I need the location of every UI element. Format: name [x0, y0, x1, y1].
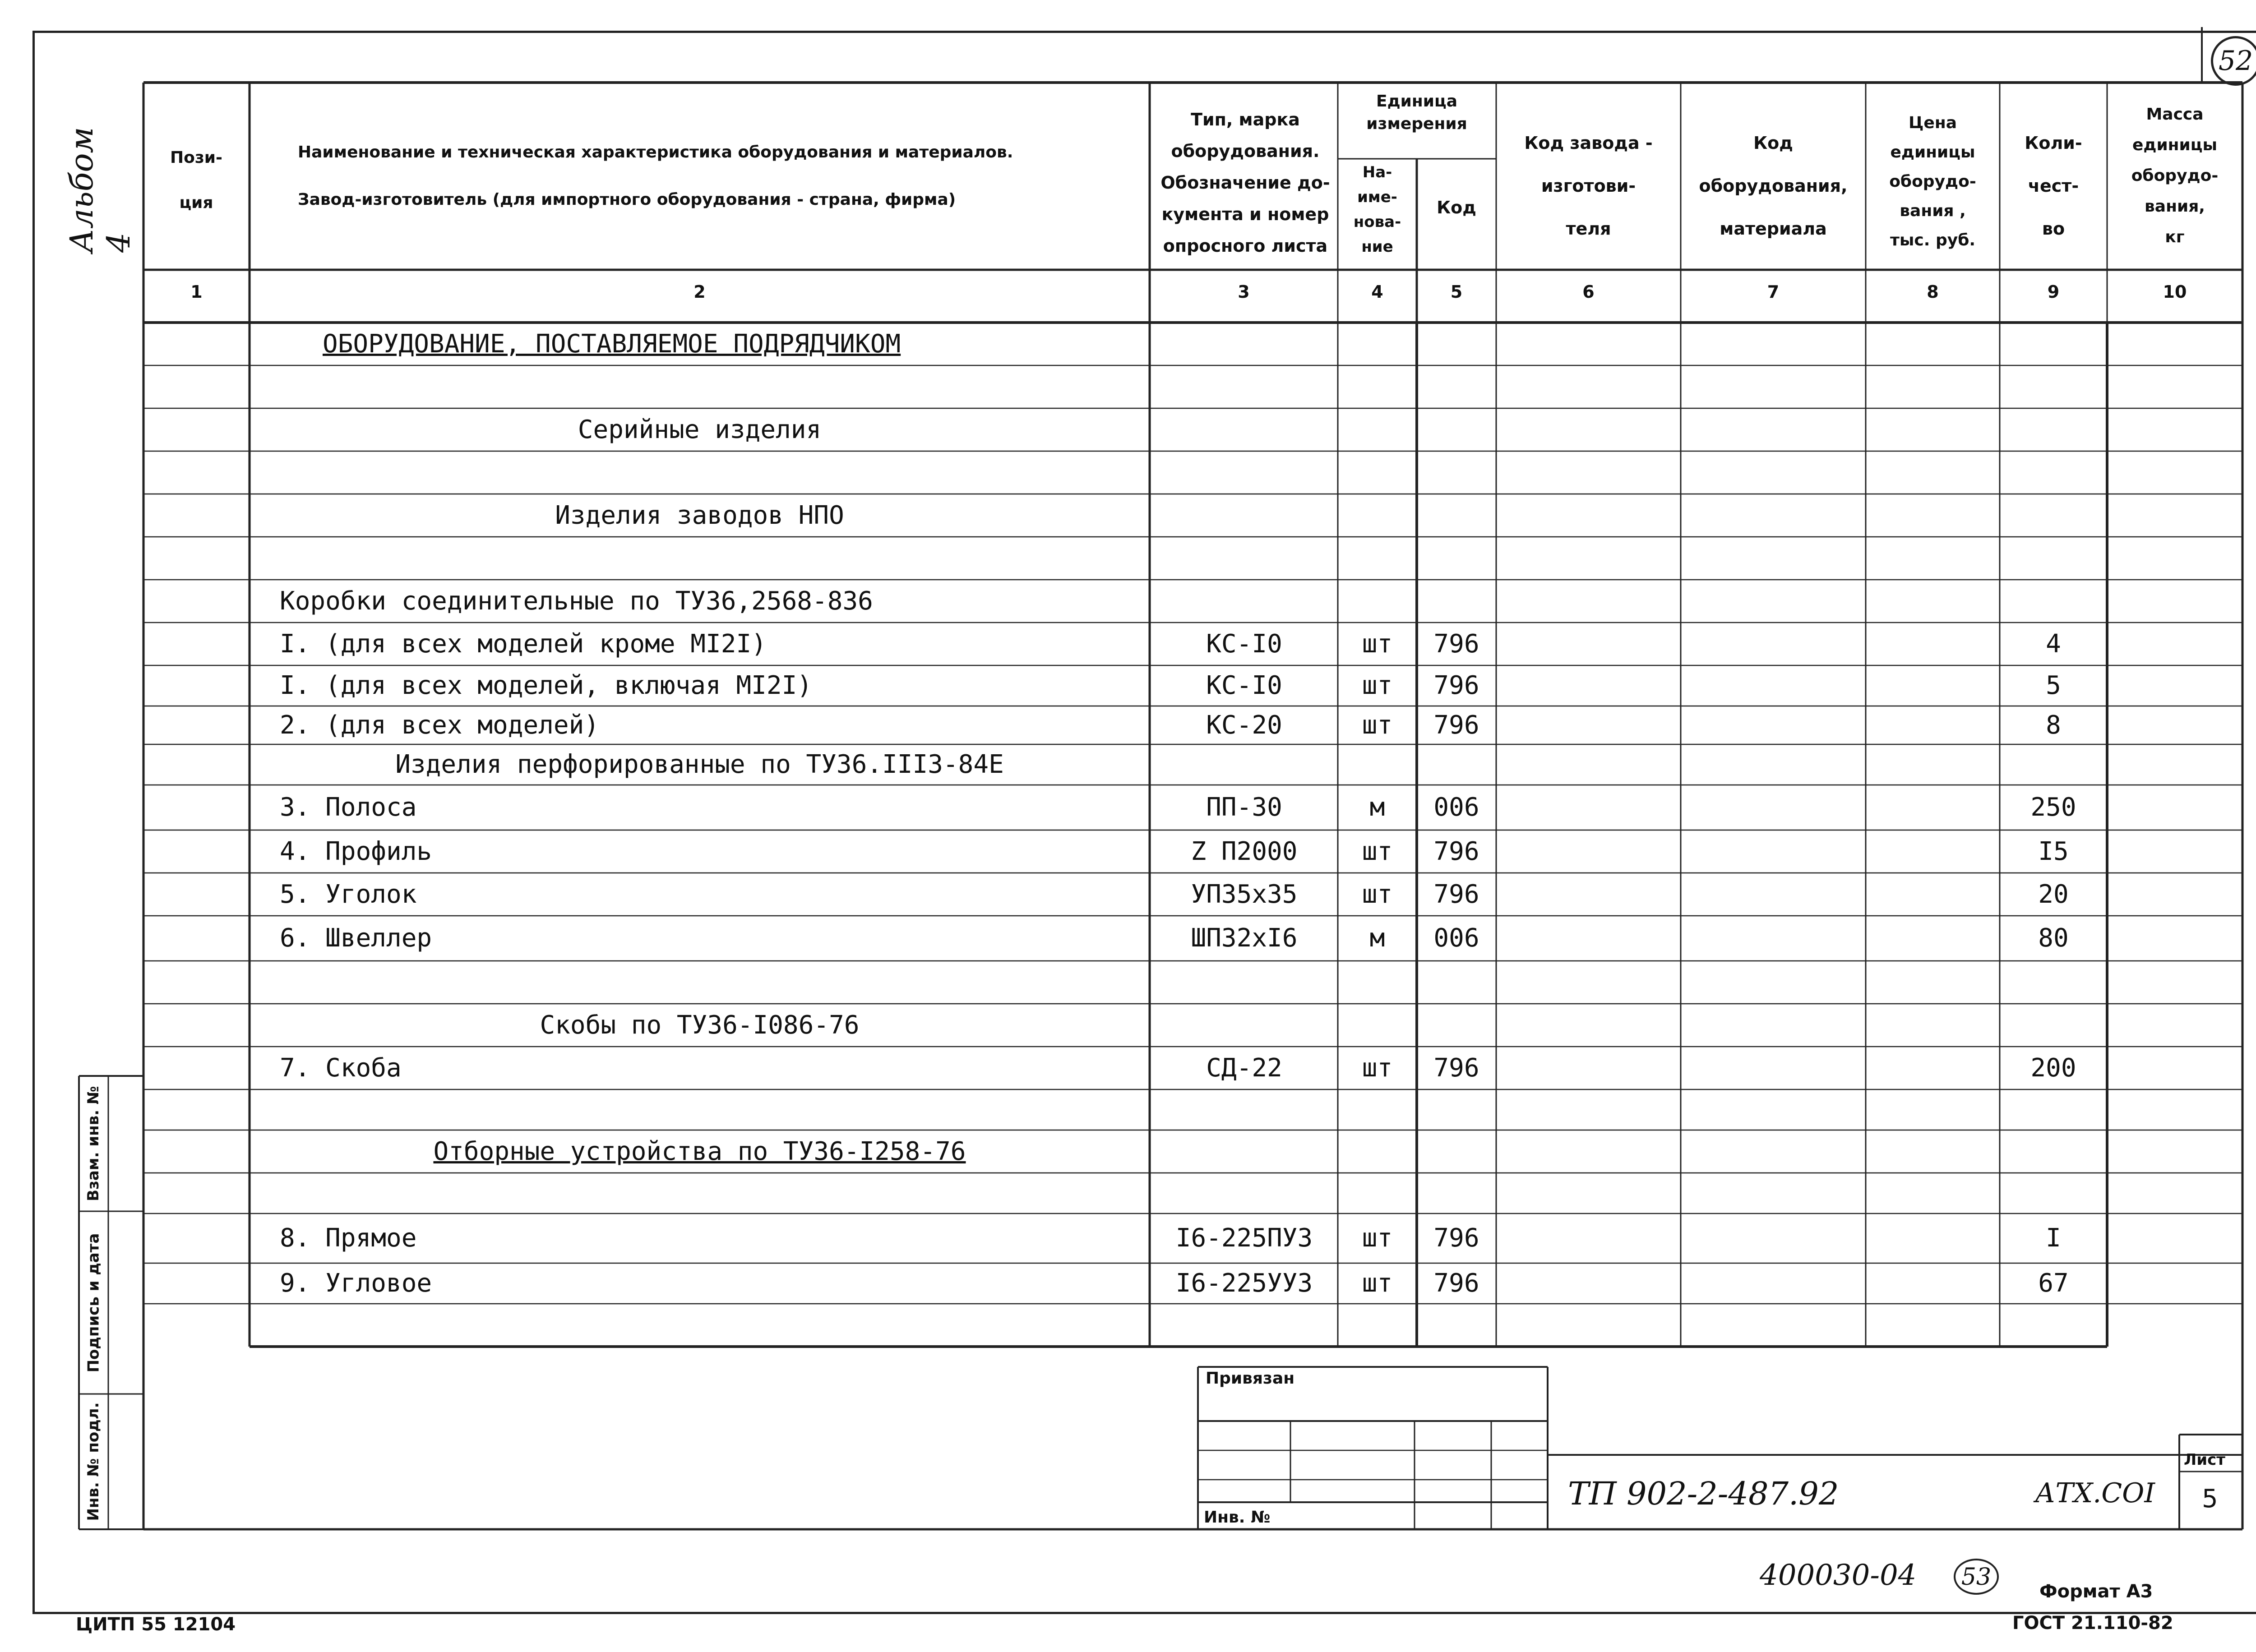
row-type: КС-I0 [1206, 629, 1282, 659]
album-label [63, 108, 137, 253]
privyazan-label: Привязан [1206, 1369, 1295, 1388]
header-price-line: тыс. руб. [1890, 231, 1976, 249]
header-factory-code-line: изготови- [1541, 176, 1636, 196]
doc-code: ТП 902-2-487.92 [1568, 1475, 1839, 1512]
row-name: 6. Швеллер [280, 923, 432, 953]
row-name: 8. Прямое [280, 1223, 417, 1253]
format-label: Формат А3 [2039, 1581, 2153, 1602]
row-name: Отборные устройства по ТУ36-I258-76 [433, 1136, 966, 1166]
header-factory-code-line: теля [1566, 219, 1611, 239]
row-unit: шт [1362, 629, 1393, 659]
inv-no-label: Инв. № [1204, 1508, 1271, 1527]
sheet-value: 5 [2202, 1484, 2218, 1514]
footer-left: ЦИТП 55 12104 [76, 1614, 236, 1635]
row-qty: 4 [2046, 629, 2061, 659]
row-name: 4. Профиль [280, 836, 432, 866]
header-type-line: оборудования. [1171, 141, 1320, 161]
footer-circle-value: 53 [1961, 1564, 1992, 1591]
header-type-line: кумента и номер [1161, 204, 1329, 224]
row-qty: I5 [2038, 836, 2069, 866]
row-type: УП35х35 [1191, 879, 1298, 909]
row-qty: I [2046, 1223, 2061, 1253]
row-name: ОБОРУДОВАНИЕ, ПОСТАВЛЯЕМОЕ ПОДРЯДЧИКОМ [323, 329, 901, 359]
row-name: Скобы по ТУ36-I086-76 [540, 1010, 860, 1040]
row-code: 006 [1433, 793, 1479, 822]
header-mass-line: вания, [2145, 197, 2205, 216]
row-unit: шт [1362, 1053, 1393, 1083]
row-name: 9. Угловое [280, 1269, 432, 1298]
row-unit: шт [1362, 710, 1393, 740]
header-mass-line: оборудо- [2131, 166, 2219, 185]
header-unit-name-line: На- [1362, 163, 1392, 181]
header-name [298, 129, 1146, 223]
row-qty: 8 [2046, 710, 2061, 740]
header-qty [2000, 122, 2107, 250]
row-qty: 80 [2038, 923, 2069, 953]
row-code: 796 [1433, 1223, 1479, 1253]
header-type [1155, 104, 1336, 262]
row-code: 796 [1433, 879, 1479, 909]
header-mass [2107, 99, 2242, 253]
column-number: 1 [190, 282, 203, 302]
sheet-label: Лист [2184, 1451, 2225, 1469]
column-number: 10 [2163, 282, 2187, 302]
column-number: 8 [1927, 282, 1939, 302]
header-price-line: оборудо- [1889, 172, 1976, 191]
row-unit: шт [1362, 671, 1393, 700]
row-name: I. (для всех моделей, включая МI2I) [280, 671, 813, 700]
row-name: I. (для всех моделей кроме МI2I) [280, 629, 767, 659]
column-number: 2 [693, 282, 706, 302]
row-type: СД-22 [1206, 1053, 1282, 1083]
row-name: 7. Скоба [280, 1053, 402, 1083]
header-name-line: Завод-изготовитель (для импортного оборудования - страна, фирма) [298, 190, 956, 209]
row-type: I6-225УУЗ [1175, 1269, 1313, 1298]
row-code: 796 [1433, 629, 1479, 659]
header-position [149, 135, 244, 226]
column-number: 9 [2047, 282, 2060, 302]
row-name: Изделия перфорированные по ТУ36.III3-84Е [395, 750, 1004, 779]
header-unit-name-line: ние [1361, 238, 1393, 256]
header-equipment-code-line: Код [1753, 133, 1793, 153]
header-equipment-code-line: материала [1720, 219, 1827, 239]
header-type-line: Обозначение до- [1160, 173, 1330, 193]
header-price-line: единицы [1890, 143, 1975, 162]
header-qty-line: Коли- [2025, 133, 2082, 153]
header-unit [1338, 90, 1496, 135]
column-number: 5 [1450, 282, 1463, 302]
header-type-line: Тип, марка [1191, 110, 1300, 129]
header-name-line: Наименование и техническая характеристика оборудования и материалов. [298, 143, 1013, 162]
header-position-line: ция [179, 194, 213, 212]
header-equipment-code [1681, 122, 1866, 250]
row-qty: 250 [2030, 793, 2076, 822]
side-stamp-label: Инв. № подл. [84, 1402, 102, 1521]
row-type: КС-I0 [1206, 671, 1282, 700]
row-type: Z П2000 [1191, 836, 1298, 866]
side-stamp-label: Подпись и дата [84, 1233, 102, 1372]
sheet-number-value: 52 [2218, 45, 2253, 77]
row-name: Коробки соединительные по ТУ36,2568-836 [280, 586, 873, 616]
column-number: 6 [1582, 282, 1595, 302]
row-code: 006 [1433, 923, 1479, 953]
row-name: 5. Уголок [280, 879, 417, 909]
row-unit: шт [1362, 836, 1393, 866]
doc-mark: АТХ.СОI [2035, 1477, 2155, 1509]
header-qty-line: во [2042, 219, 2065, 239]
row-unit: шт [1362, 879, 1393, 909]
row-name: 3. Полоса [280, 793, 417, 822]
row-qty: 67 [2038, 1269, 2069, 1298]
album-text: Альбом 4 [63, 127, 137, 253]
column-number: 4 [1371, 282, 1383, 302]
column-number: 3 [1238, 282, 1250, 302]
row-name: Серийные изделия [578, 415, 822, 444]
header-unit-name-line: нова- [1353, 213, 1401, 231]
row-type: КС-20 [1206, 710, 1282, 740]
header-unit-code-line: Код [1437, 198, 1476, 217]
footer-hand-number: 400030-04 [1760, 1559, 1917, 1592]
header-factory-code [1496, 122, 1681, 250]
gost-label: ГОСТ 21.110-82 [2012, 1613, 2173, 1634]
row-type: ПП-30 [1206, 793, 1282, 822]
column-number: 7 [1767, 282, 1780, 302]
header-unit-line: Единица [1376, 92, 1457, 111]
header-price-line: Цена [1909, 114, 1957, 132]
header-equipment-code-line: оборудования, [1699, 176, 1848, 196]
header-unit-name [1338, 160, 1417, 259]
row-code: 796 [1433, 1269, 1479, 1298]
header-qty-line: чест- [2028, 176, 2079, 196]
row-code: 796 [1433, 671, 1479, 700]
sheet-number [2211, 36, 2256, 86]
row-code: 796 [1433, 710, 1479, 740]
footer-circle [1954, 1559, 1999, 1595]
row-qty: 200 [2030, 1053, 2076, 1083]
row-unit: м [1369, 923, 1385, 953]
header-price-line: вания , [1900, 202, 1966, 220]
row-qty: 5 [2046, 671, 2061, 700]
header-type-line: опросного листа [1163, 236, 1328, 256]
row-qty: 20 [2038, 879, 2069, 909]
header-unit-name-line: име- [1357, 188, 1397, 206]
header-factory-code-line: Код завода - [1524, 133, 1653, 153]
row-type: ШП32хI6 [1191, 923, 1298, 953]
header-unit-code [1417, 194, 1496, 221]
row-name: 2. (для всех моделей) [280, 710, 600, 740]
row-code: 796 [1433, 836, 1479, 866]
header-price [1866, 108, 2000, 255]
row-type: I6-225ПУЗ [1175, 1223, 1313, 1253]
header-mass-line: Масса [2146, 105, 2204, 124]
side-stamp-label: Взам. инв. № [84, 1086, 102, 1201]
row-unit: м [1369, 793, 1385, 822]
header-unit-line: измерения [1366, 115, 1467, 133]
header-mass-line: единицы [2132, 136, 2218, 154]
row-code: 796 [1433, 1053, 1479, 1083]
row-unit: шт [1362, 1223, 1393, 1253]
header-position-line: Пози- [170, 148, 222, 167]
row-name: Изделия заводов НПО [555, 500, 844, 530]
row-unit: шт [1362, 1269, 1393, 1298]
header-mass-line: кг [2165, 228, 2185, 246]
